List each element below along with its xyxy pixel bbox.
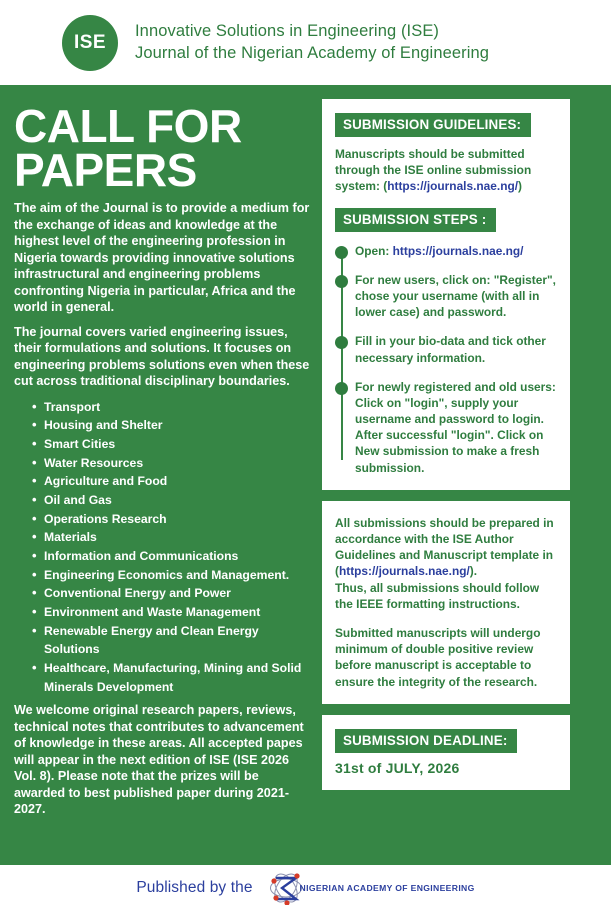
submission-steps-heading: SUBMISSION STEPS : xyxy=(335,208,496,232)
poster-body xyxy=(0,85,611,865)
page-title: CALL FOR PAPERS xyxy=(14,100,242,196)
step-text: For newly registered and old users: Click on "login", supply your username and password to login. After successful "login". Click on New submission to make a fresh submission. xyxy=(355,379,556,475)
step-1-url-link[interactable]: https://journals.nae.ng/ xyxy=(392,243,524,258)
list-item: • Water Resources xyxy=(32,454,310,473)
submission-guidelines-heading: SUBMISSION GUIDELINES: xyxy=(335,113,531,137)
step-1-pre: Open: xyxy=(355,243,393,258)
author-guidelines-card xyxy=(322,501,570,704)
step-bullet-icon xyxy=(335,246,348,259)
list-item: • Agriculture and Food xyxy=(32,472,310,491)
list-item xyxy=(355,379,557,476)
journal-titles xyxy=(135,21,489,63)
submission-deadline-heading: SUBMISSION DEADLINE: xyxy=(335,729,517,753)
author-guidelines-text xyxy=(335,515,557,580)
journal-title-line2: Journal of the Nigerian Academy of Engineering xyxy=(135,43,490,62)
guidelines-text-post: ) xyxy=(518,179,522,194)
nae-logo xyxy=(264,871,475,905)
poster-header xyxy=(0,0,611,85)
list-item: • Renewable Energy and Clean Energy Solutions xyxy=(32,622,310,659)
left-column xyxy=(12,100,310,818)
list-item: • Information and Communications xyxy=(32,547,310,566)
author-text-pre: All submissions should be prepared in accordance with the ISE Author Guidelines and Manuscript template in ( xyxy=(335,515,554,579)
right-column xyxy=(322,99,570,801)
list-item: • Materials xyxy=(32,528,310,547)
submission-deadline-card xyxy=(322,715,570,790)
welcome-paragraph: We welcome original research papers, reviews, technical notes that contributes to advancement of knowledge in these areas. All accepted papes will appear in the next edition of ISE (ISE 2026 Vol. 8). Please note that the prizes will be awarded to best published paper during 2021-2027. xyxy=(14,703,304,817)
step-text: For new users, click on: "Register", chose your username (with all in lower case) and password. xyxy=(355,272,556,320)
list-item: • Healthcare, Manufacturing, Mining and Solid Minerals Development xyxy=(32,659,310,696)
list-item: • Environment and Waste Management xyxy=(32,603,310,622)
list-item xyxy=(355,272,557,321)
list-item: • Operations Research xyxy=(32,510,310,529)
author-text-post: ). xyxy=(469,564,478,579)
step-bullet-icon xyxy=(335,336,348,349)
list-item: • Transport xyxy=(32,398,310,417)
aim-paragraph: The aim of the Journal is to provide a medium for the exchange of ideas and knowledge at the highest level of the engineering profession in Nigeria towards providing innovative solutions infrastructural and engineering problems confronting Nigeria in particular, Africa and the world in general. xyxy=(14,201,310,315)
step-bullet-icon xyxy=(335,382,348,395)
ieee-formatting-text: Thus, all submissions should follow the IEEE formatting instructions. xyxy=(335,580,540,611)
guidelines-url-link[interactable]: https://journals.nae.ng/ xyxy=(387,179,519,194)
list-item: • Housing and Shelter xyxy=(32,416,310,435)
step-text xyxy=(355,243,557,259)
list-item xyxy=(355,333,557,365)
list-item xyxy=(355,243,557,259)
list-item: • Conventional Energy and Power xyxy=(32,584,310,603)
list-item: • Oil and Gas xyxy=(32,491,310,510)
step-bullet-icon xyxy=(335,275,348,288)
list-item: • Smart Cities xyxy=(32,435,310,454)
submission-steps-timeline xyxy=(335,243,557,476)
journal-title-line1: Innovative Solutions in Engineering (ISE) xyxy=(135,22,440,41)
list-item: • Engineering Economics and Management. xyxy=(32,566,310,585)
guidelines-text-pre: Manuscripts should be submitted through the ISE online submission system: ( xyxy=(335,147,532,194)
submission-deadline-date: 31st of JULY, 2026 xyxy=(335,759,460,776)
submission-guidelines-card xyxy=(322,99,570,490)
review-process-text: Submitted manuscripts will undergo minimum of double positive review before manuscript is acceptable to ensure the integrity of the research. xyxy=(335,625,541,689)
author-url-link[interactable]: https://journals.nae.ng/ xyxy=(338,564,470,579)
scope-paragraph: The journal covers varied engineering issues, their formulations and solutions. It focuses on engineering problems solutions even when these cut across traditional disciplinary boundaries. xyxy=(14,324,310,389)
published-by-label: Published by the xyxy=(136,879,253,896)
poster-footer xyxy=(0,865,611,911)
nae-logo-text: NIGERIAN ACADEMY OF ENGINEERING xyxy=(299,883,475,893)
submission-guidelines-text xyxy=(335,146,557,195)
topic-list xyxy=(12,398,310,697)
ise-logo-badge: ISE xyxy=(62,15,118,71)
step-text: Fill in your bio-data and tick other necessary information. xyxy=(355,334,546,365)
